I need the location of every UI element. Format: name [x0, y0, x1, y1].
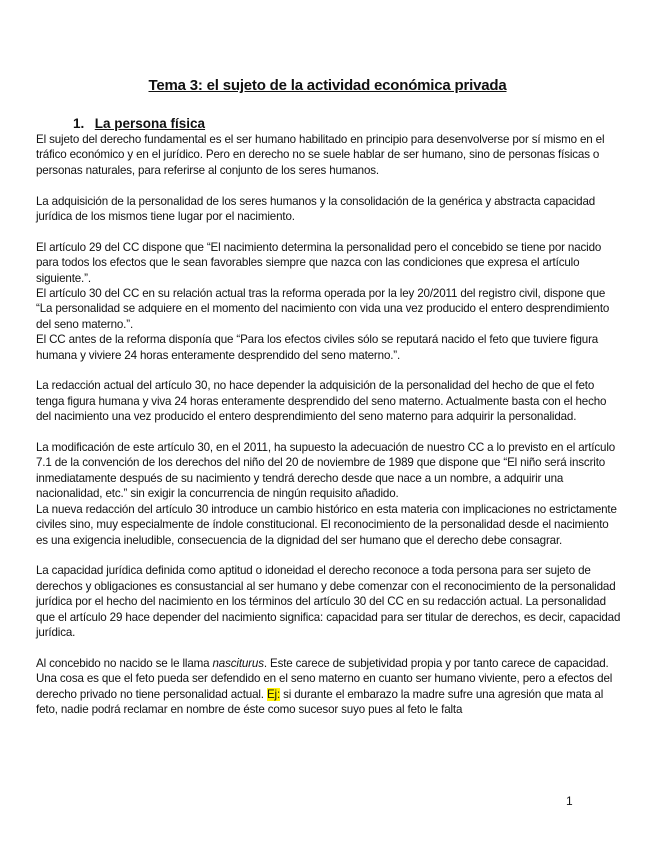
paragraph-7: La modificación de este artículo 30, en el 2011, ha supuesto la adecuación de nuestro CC a lo previsto en el artículo 7.1 de la convención de los derechos del niño del 20 de noviembre de 1989 que dispone que “El niño será inscrito inmediatamente después de su nacimiento y tendrá derecho desde que nace a un nombre, a adquirir una nacionalidad, etc.” sin exigir la concurrencia de ningún requisito añadido.: [36, 441, 616, 501]
section-title: La persona física: [94, 116, 206, 131]
paragraph-1: El sujeto del derecho fundamental es el ser humano habilitado en principio para desenvolverse por sí mismo en el tráfico económico y en el jurídico. Pero en derecho no se suele hablar de ser humano, sino de personas físicas o personas naturales, para referirse al conjunto de los seres humanos.: [36, 133, 605, 177]
paragraph-6: La redacción actual del artículo 30, no hace depender la adquisición de la personalidad del hecho de que el feto tenga figura humana y viva 24 horas enteramente desprendido del seno materno. Actualmente basta con el hecho del nacimiento una vez producido el entero desprendimiento del seno materno para adquirir la personalidad.: [36, 379, 607, 424]
paragraph-10-part-c: si durante el embarazo la madre sufre una agresión que mata al feto, nadie podrá reclamar en nombre de éste como sucesor suyo pues al feto le falta: [36, 687, 604, 716]
nasciturus-term: nasciturus: [212, 656, 264, 670]
document-title: Tema 3: el sujeto de la actividad económica privada: [148, 77, 507, 94]
paragraph-2: La adquisición de la personalidad de los seres humanos y la consolidación de la genérica y abstracta capacidad jurídica de los mismos tiene lugar por el nacimiento.: [36, 194, 596, 224]
paragraph-8: La nueva redacción del artículo 30 introduce un cambio histórico en esta materia con implicaciones no estrictamente civiles sino, muy especialmente de índole constitucional. El reconocimiento de la personalidad desde el nacimiento es una exigencia ineludible, consecuencia de la dignidad del ser humano que el derecho debe consagrar.: [36, 502, 617, 547]
paragraph-10-part-a: Al concebido no nacido se le llama: [36, 656, 213, 670]
section-number: 1.: [73, 116, 85, 131]
paragraph-10-part-b: . Este carece de subjetividad propia y por tanto carece de capacidad. Una cosa es que el feto pueda ser defendido en el seno materno en cuanto ser humano viviente, pero a efectos del derecho privado no tiene personalidad actual.: [36, 656, 613, 701]
paragraph-3: El artículo 29 del CC dispone que “El nacimiento determina la personalidad pero el concebido se tiene por nacido para todos los efectos que le sean favorables siempre que nazca con las condiciones que expresa el artículo siguiente.”.: [36, 240, 602, 285]
paragraph-9: La capacidad jurídica definida como aptitud o idoneidad el derecho reconoce a toda persona para ser sujeto de derechos y obligaciones es consustancial al ser humano y debe comenzar con el reconocimiento de la personalidad jurídica por el hecho del nacimiento en los términos del artículo 30 del CC en su redacción actual. La personalidad que el artículo 29 hace depender del nacimiento significa: capacidad para ser titular de derechos, es decir, capacidad jurídica.: [36, 564, 621, 639]
highlighted-example-label: Ej:: [266, 687, 281, 701]
paragraph-4: El artículo 30 del CC en su relación actual tras la reforma operada por la ley 20/2011 del registro civil, dispone que “La personalidad se adquiere en el momento del nacimiento con vida una vez producido el entero desprendimiento del seno materno.”.: [36, 287, 610, 331]
document-body: [36, 132, 622, 717]
paragraph-10: [36, 656, 622, 718]
section-heading: [73, 116, 205, 131]
paragraph-5: El CC antes de la reforma disponía que “Para los efectos civiles sólo se reputará nacido el feto que tuviere figura humana y viviere 24 horas enteramente desprendido del seno materno.”.: [36, 333, 599, 362]
page-number: 1: [566, 794, 573, 808]
